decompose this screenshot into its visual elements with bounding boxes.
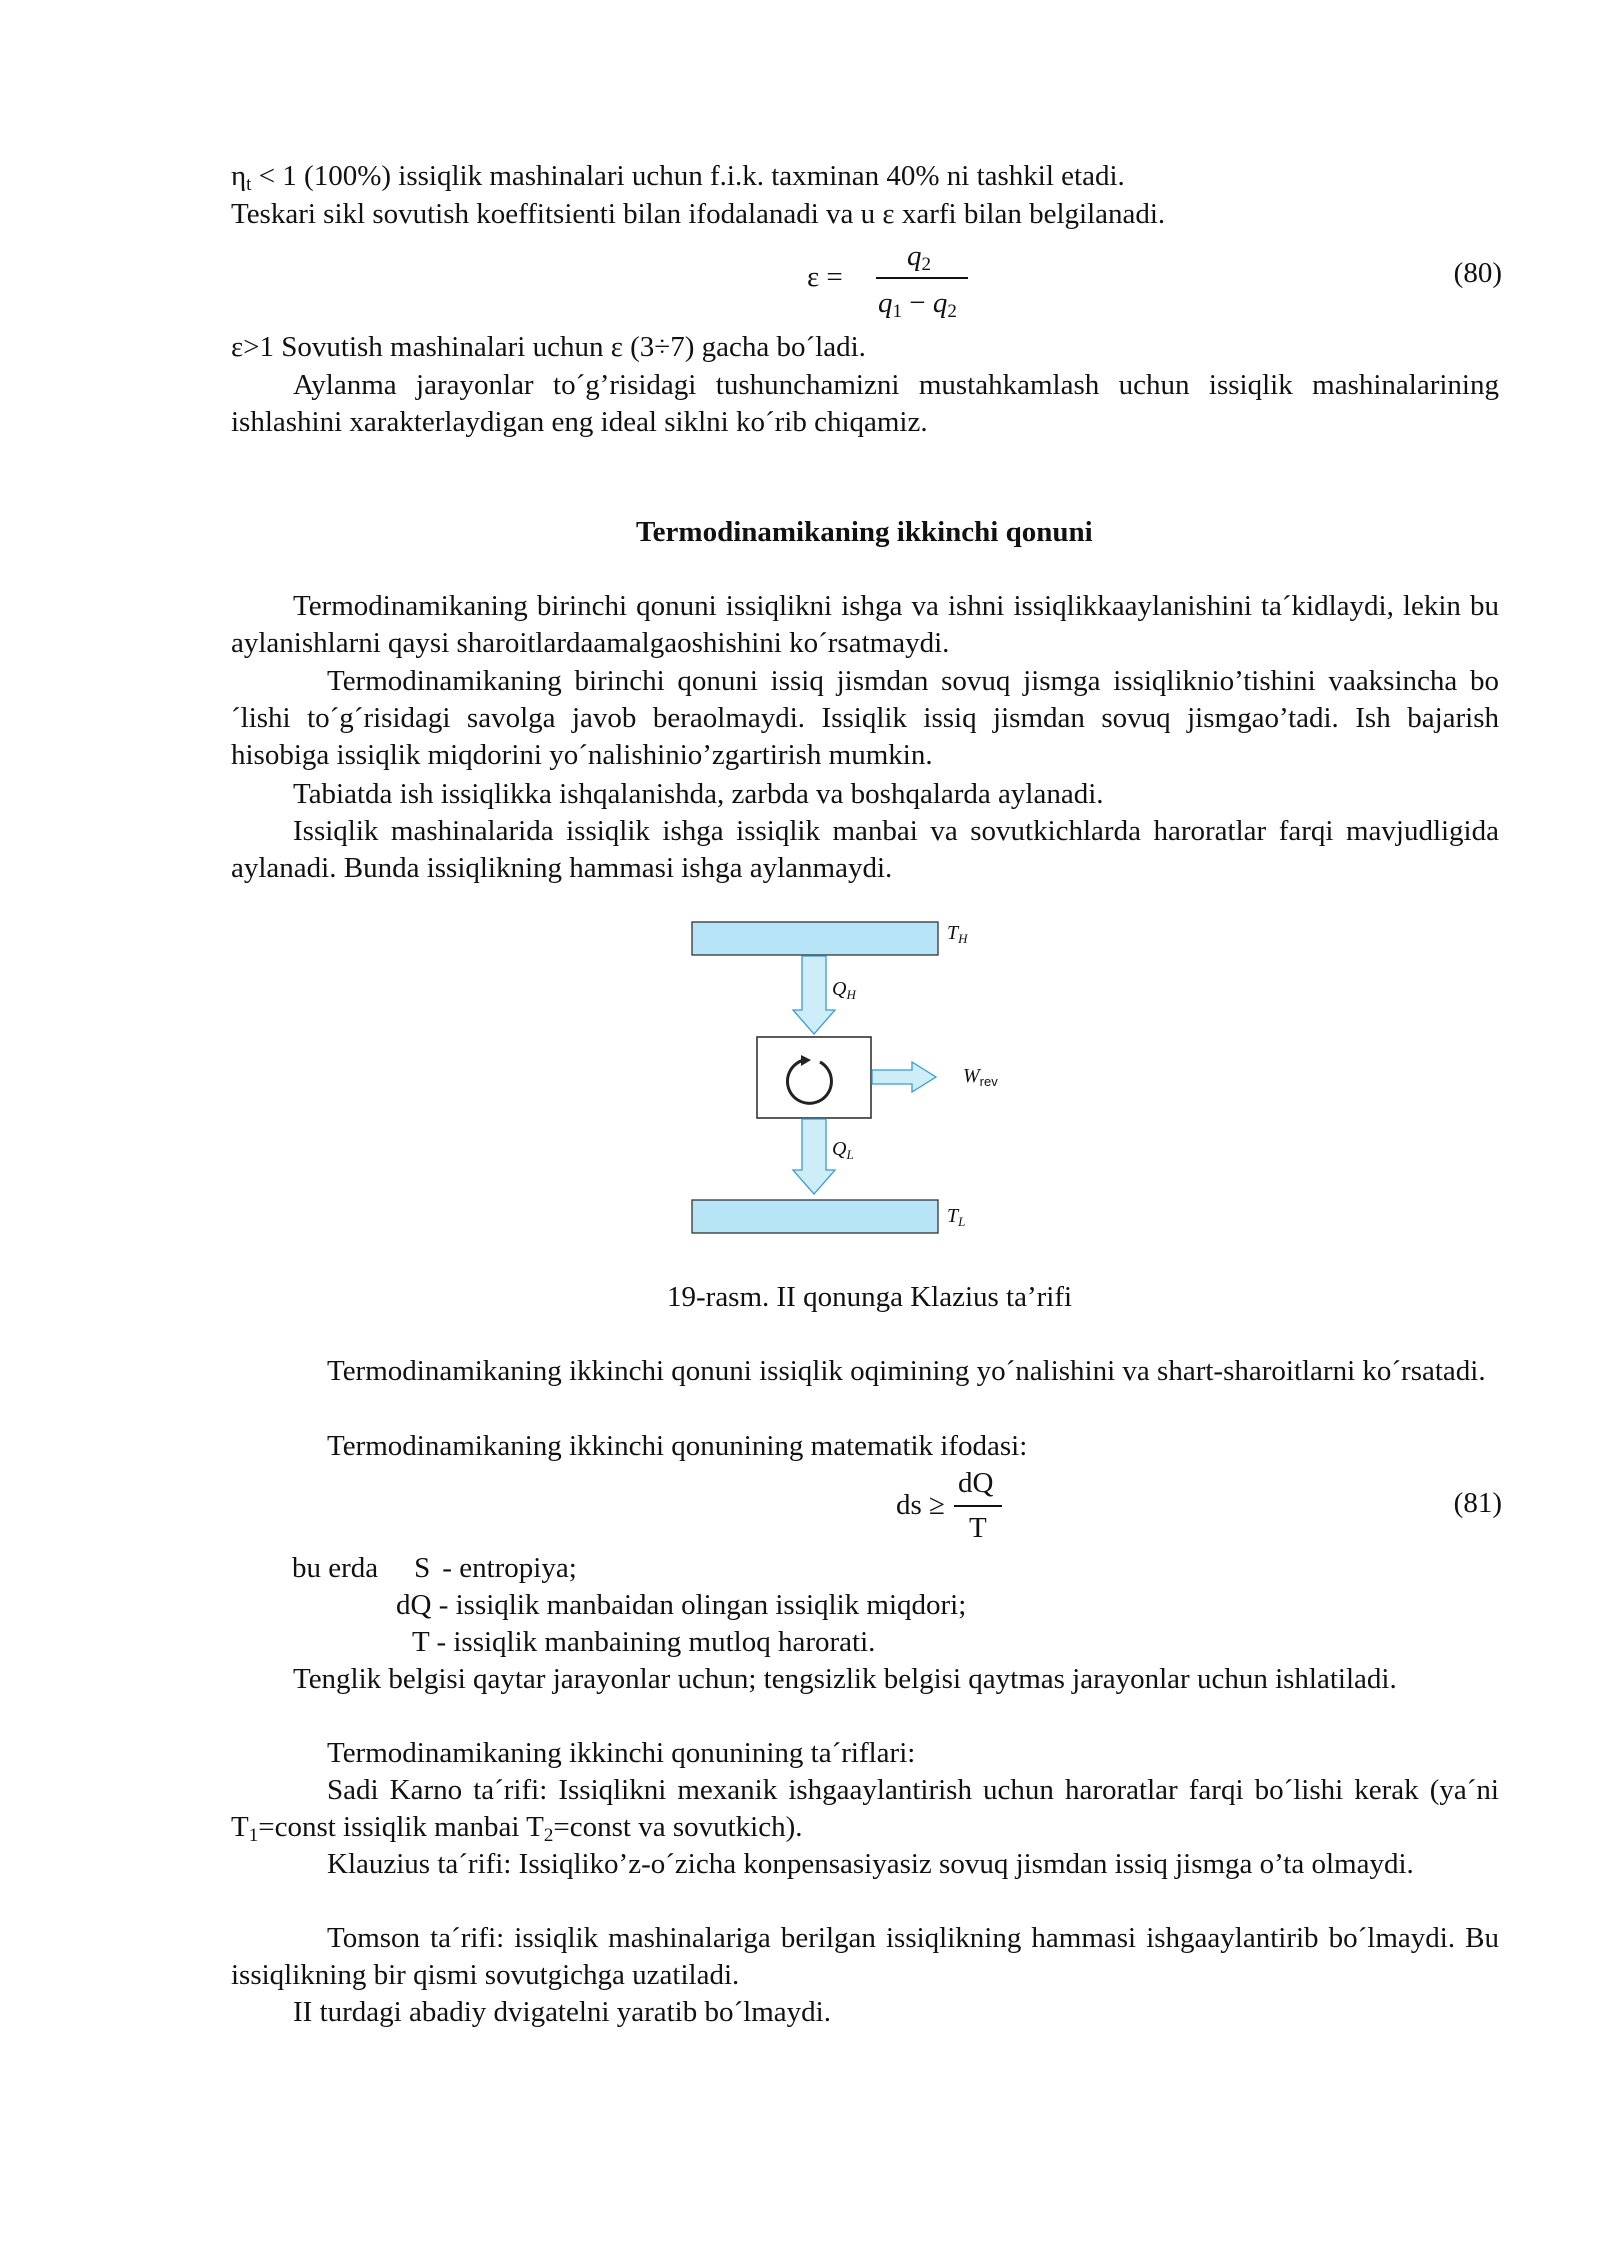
section-heading: Termodinamikaning ikkinchi qonuni [636, 516, 1093, 548]
paragraph-clausius: Klauzius ta´rifi: Issiqliko’z-o´zicha konpensasiyasiz sovuq jismdan issiq jismga o’ta olmaydi. [327, 1848, 1414, 1880]
efficiency-line: $\eta_t < 1$ (100%) issiqlik mashinalari uchun f.i.k. taxminan 40% ni tashkil etadi. [231, 160, 1125, 195]
figure-caption: 19-rasm. II qonunga Klazius ta’rifi [667, 1281, 1073, 1313]
formula-81-lhs: ds ≥ [896, 1489, 945, 1521]
formula-80-lhs: ε = [807, 261, 843, 293]
formula-81-number: (81) [1453, 1487, 1502, 1519]
label-th: $T_H$ [947, 922, 968, 946]
paragraph-heat-direction: Termodinamikaning birinchi qonuni issiq jismdan sovuq jismga issiqliknio’tishini vaaksincha bo´lishi to´g´risidagi savolga javob beraolmaydi. Issiqlik issiq jismdan sovuq jismgao’tadi. Ish bajarish hisobiga issiqlik miqdorini yo´nalishinio’zgartirish mumkin. [231, 665, 1499, 771]
work-arrow [872, 1062, 936, 1092]
hot-reservoir [692, 922, 938, 955]
label-w-rev: $W_{rev}$ [963, 1065, 998, 1089]
label-qh: $Q_H$ [832, 978, 856, 1002]
paragraph-definitions: Termodinamikaning ikkinchi qonunining ta´riflari: [327, 1737, 916, 1769]
where-line-entropy: bu erda S - entropiya; [292, 1552, 577, 1584]
where-line-temperature: T - issiqlik manbaining mutloq harorati. [412, 1626, 876, 1658]
paragraph-first-law: Termodinamikaning birinchi qonuni issiqlikni ishga va ishni issiqlikkaaylanishini ta´kidlaydi, lekin bu aylanishlarni qaysi sharoitlardaamalgaoshishini ko´rsatmaydi. [231, 590, 1499, 659]
paragraph-math-expression: Termodinamikaning ikkinchi qonunining matematik ifodasi: [327, 1430, 1028, 1462]
heat-out-arrow [793, 1119, 835, 1194]
paragraph-second-law: Termodinamikaning ikkinchi qonuni issiqlik oqimining yo´nalishini va shart-sharoitlarni ko´rsatadi. [327, 1355, 1486, 1387]
ideal-cycle-paragraph: Aylanma jarayonlar to´g’risidagi tushunchamizni mustahkamlash uchun issiqlik mashinalarining ishlashini xarakterlaydigan eng ideal siklni ko´rib chiqamiz. [231, 369, 1499, 438]
paragraph-carnot: Sadi Karno ta´rifi: Issiqlikni mexanik ishgaaylantirish uchun haroratlar farqi bo´lishi kerak (ya´ni $T_1=const$ issiqlik manbai $T_2=const$ va sovutkich). [231, 1774, 1499, 1846]
paragraph-heat-machines: Issiqlik mashinalarida issiqlik ishga issiqlik manbai va sovutkichlarda haroratlar farqi mavjudligida aylanadi. Bunda issiqlikning hammasi ishga aylanmaydi. [231, 815, 1499, 884]
paragraph-perpetual-motion: II turdagi abadiy dvigatelni yaratib bo´lmaydi. [293, 1996, 831, 2028]
label-ql: $Q_L$ [832, 1138, 854, 1162]
cold-reservoir [692, 1200, 938, 1233]
refrigeration-coefficient-line: Teskari sikl sovutish koeffitsienti bilan ifodalanadi va u ε xarfi bilan belgilanadi. [231, 198, 1166, 230]
label-tl: $T_L$ [947, 1205, 966, 1229]
engine-box [757, 1037, 871, 1118]
formula-80-fraction-bar [876, 277, 968, 279]
formula-80-number: (80) [1453, 257, 1502, 289]
formula-81-numerator: dQ [958, 1467, 994, 1499]
formula-80-denominator: $q_1 - q_2$ [878, 287, 957, 322]
formula-81-fraction-bar [954, 1505, 1002, 1507]
coefficient-range-line: ε>1 Sovutish mashinalari uchun ε (3÷7) gacha bo´ladi. [231, 331, 866, 363]
paragraph-nature: Tabiatda ish issiqlikka ishqalanishda, zarbda va boshqalarda aylanadi. [293, 778, 1104, 810]
heat-in-arrow [793, 956, 835, 1034]
formula-81-denominator: T [969, 1512, 987, 1544]
formula-80-numerator: $q_2$ [907, 240, 931, 275]
paragraph-equality-sign: Tenglik belgisi qaytar jarayonlar uchun; tengsizlik belgisi qaytmas jarayonlar uchun ishlatiladi. [293, 1663, 1397, 1695]
paragraph-thomson: Tomson ta´rifi: issiqlik mashinalariga berilgan issiqlikning hammasi ishgaaylantirib bo´lmaydi. Bu issiqlikning bir qismi sovutgichga uzatiladi. [231, 1922, 1499, 1991]
where-line-heat: dQ - issiqlik manbaidan olingan issiqlik miqdori; [396, 1589, 967, 1621]
